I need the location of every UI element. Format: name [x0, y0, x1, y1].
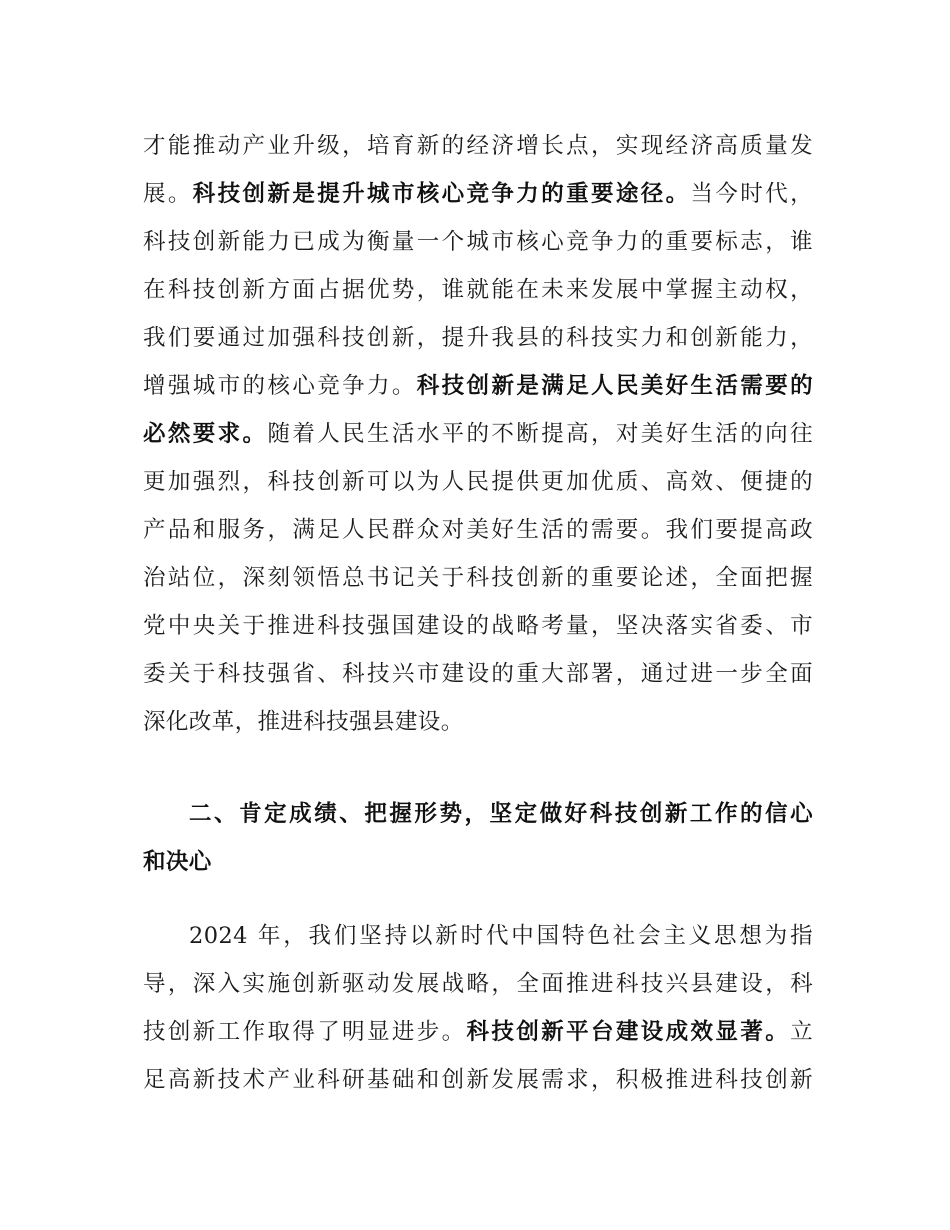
text-line: 我们要通过加强科技创新，提升我县的科技实力和创新能力，: [143, 325, 813, 351]
text-line: [143, 362, 813, 410]
text-run: 立: [790, 1019, 813, 1045]
section-heading: 二、肯定成绩、把握形势，坚定做好科技创新工作的信心: [189, 801, 813, 827]
document-body: [143, 122, 813, 1104]
text-line: 在科技创新方面占据优势，谁就能在未来发展中掌握主动权，: [143, 277, 813, 303]
text-run: 技创新工作取得了明显进步。: [143, 1019, 467, 1045]
text-line: 党中央关于推进科技强国建设的战略考量，坚决落实省委、市: [143, 613, 813, 639]
text-line: 才能推动产业升级，培育新的经济增长点，实现经济高质量发: [143, 133, 813, 159]
bold-key-sentence: 科技创新是满足人民美好生活需要的: [416, 373, 814, 399]
text-line: 科技创新能力已成为衡量一个城市核心竞争力的重要标志，谁: [143, 229, 813, 255]
text-line: 治站位，深刻领悟总书记关于科技创新的重要论述，全面把握: [143, 565, 813, 591]
text-line: 委关于科技强省、科技兴市建设的重大部署，通过进一步全面: [143, 661, 813, 687]
text-line: 更加强烈，科技创新可以为人民提供更加优质、高效、便捷的: [143, 469, 813, 495]
text-run: 当今时代，: [690, 181, 813, 207]
text-run: 随着人民生活水平的不断提高，对美好生活的向往: [267, 421, 813, 447]
text-line: [143, 410, 813, 458]
text-line: [143, 1008, 813, 1056]
text-line: 2024 年，我们坚持以新时代中国特色社会主义思想为指: [189, 923, 813, 949]
section-heading: 和决心: [143, 849, 212, 875]
text-run: 增强城市的核心竞争力。: [143, 373, 417, 399]
bold-key-sentence: 科技创新是提升城市核心竞争力的重要途径。: [192, 181, 691, 207]
text-line: 足高新技术产业科研基础和创新发展需求，积极推进科技创新: [143, 1067, 813, 1093]
text-line: 深化改革，推进科技强县建设。: [143, 709, 464, 735]
text-line: [143, 170, 813, 218]
bold-key-sentence: 必然要求。: [143, 421, 268, 447]
text-run: 展。: [143, 181, 193, 207]
bold-key-sentence: 科技创新平台建设成效显著。: [466, 1019, 791, 1045]
text-line: 产品和服务，满足人民群众对美好生活的需要。我们要提高政: [143, 517, 813, 543]
text-line: 导，深入实施创新驱动发展战略，全面推进科技兴县建设，科: [143, 971, 813, 997]
